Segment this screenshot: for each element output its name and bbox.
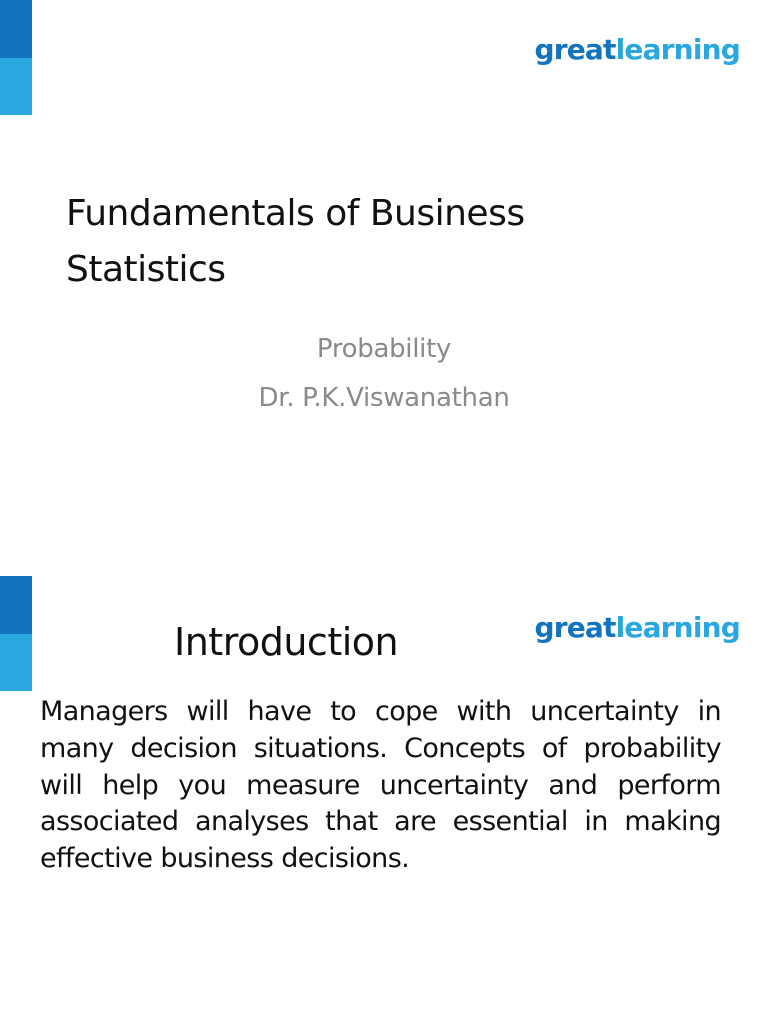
logo-word-great: great [534, 611, 616, 644]
logo-word-great: great [534, 33, 616, 66]
presentation-topic: Probability [316, 334, 452, 364]
accent-bar-top [0, 576, 32, 634]
logo-word-learning: learning [615, 33, 740, 66]
slide-body-text: Managers will have to cope with uncertainty in many decision situations. Concepts of probability will help you measure uncertainty and perform associated analyses that are essential in making effective business decisions. [40, 696, 721, 875]
accent-bar-top [0, 0, 32, 58]
accent-bar-bottom [0, 634, 32, 691]
greatlearning-logo [534, 611, 740, 644]
logo-word-learning: learning [615, 611, 740, 644]
presentation-author: Dr. P.K.Viswanathan [258, 383, 510, 413]
introduction-slide [0, 576, 768, 1024]
greatlearning-logo [534, 33, 740, 66]
presentation-title: Fundamentals of Business Statistics [66, 193, 525, 290]
accent-bar-bottom [0, 58, 32, 115]
slide-heading: Introduction [174, 620, 399, 664]
